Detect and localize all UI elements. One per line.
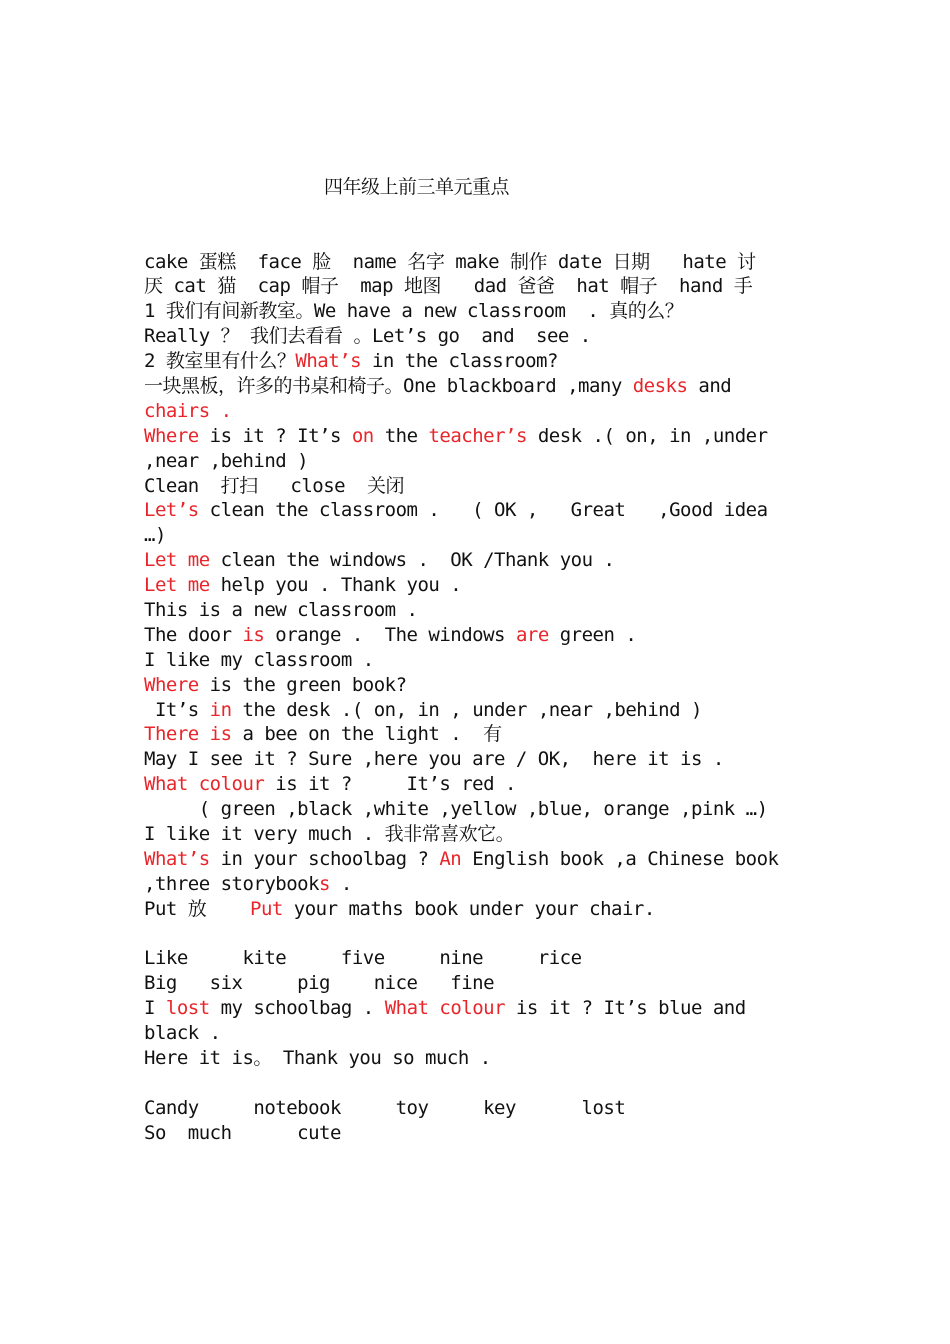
- text-segment: It’s: [144, 698, 210, 721]
- text-segment: clean the classroom . ( OK , Great ,Good idea: [198, 499, 768, 522]
- text-segment: English book ,a Chinese book: [461, 847, 779, 870]
- text-line: [144, 847, 814, 872]
- blank-line: [144, 922, 814, 947]
- page-title: 四年级上前三单元重点: [324, 175, 510, 198]
- document-body: [144, 250, 814, 1146]
- text-segment: is it ? It’s: [198, 424, 352, 447]
- text-line: [144, 523, 814, 548]
- text-segment: Put 放: [144, 897, 251, 920]
- text-line: [144, 349, 814, 374]
- text-line: [144, 1046, 814, 1071]
- highlighted-text: Let’s: [144, 499, 199, 522]
- text-segment: and: [687, 374, 732, 397]
- text-line: [144, 548, 814, 573]
- text-segment: the: [373, 424, 429, 447]
- highlighted-text: Where: [144, 673, 199, 696]
- text-line: [144, 797, 814, 822]
- text-segment: green .: [548, 623, 637, 646]
- highlighted-text: An: [439, 847, 462, 870]
- text-line: [144, 648, 814, 673]
- text-segment: desk .( on, in ,under: [526, 424, 768, 447]
- text-line: [144, 299, 814, 324]
- document-page: [144, 125, 814, 1170]
- text-segment: black .: [144, 1022, 221, 1045]
- text-segment: is the green book?: [198, 673, 407, 696]
- text-segment: Big six pig nice fine: [144, 972, 495, 995]
- text-segment: …): [144, 524, 166, 547]
- text-segment: The door: [144, 623, 243, 646]
- text-line: [144, 698, 814, 723]
- text-line: [144, 673, 814, 698]
- highlighted-text: Put: [250, 897, 283, 920]
- highlighted-text: in: [209, 698, 232, 721]
- text-line: [144, 498, 814, 523]
- text-line: [144, 1021, 814, 1046]
- highlighted-text: There is: [144, 723, 232, 746]
- text-line: [144, 872, 814, 897]
- text-segment: a bee on the light . 有: [231, 723, 502, 746]
- blank-line: [144, 1071, 814, 1096]
- highlighted-text: Where: [144, 424, 199, 447]
- text-line: [144, 971, 814, 996]
- text-segment: 2 教室里有什么？: [144, 350, 296, 373]
- text-line: [144, 374, 814, 399]
- text-segment: ,three storybook: [144, 872, 320, 895]
- text-segment: Really ？ 我们去看看 。Let’s go and see .: [144, 325, 591, 348]
- highlighted-text: are: [515, 623, 549, 646]
- text-line: [144, 573, 814, 598]
- highlighted-text: What’s: [144, 847, 210, 870]
- highlighted-text: What colour: [144, 773, 265, 796]
- text-segment: clean the windows . OK /Thank you .: [209, 549, 615, 572]
- text-segment: 1 我们有间新教室。We have a new classroom . 真的么？: [144, 300, 684, 323]
- text-segment: in your schoolbag ?: [209, 847, 440, 870]
- highlighted-text: lost: [165, 997, 210, 1020]
- text-segment: cake 蛋糕 face 脸 name 名字 make 制作 date 日期 hate 讨: [144, 250, 756, 273]
- text-segment: Candy notebook toy key lost: [144, 1096, 626, 1119]
- text-segment: This is a new classroom .: [144, 598, 418, 621]
- text-segment: So much cute: [144, 1121, 341, 1144]
- text-segment: my schoolbag .: [209, 997, 385, 1020]
- highlighted-text: desks: [632, 374, 688, 397]
- text-segment: Here it is。 Thank you so much .: [144, 1047, 491, 1070]
- text-line: [144, 1121, 814, 1146]
- text-segment: in the classroom?: [361, 350, 558, 373]
- text-line: [144, 822, 814, 847]
- text-line: [144, 598, 814, 623]
- text-line: [144, 274, 814, 299]
- text-line: [144, 623, 814, 648]
- highlighted-text: What colour: [384, 997, 506, 1020]
- highlighted-text: teacher’s: [428, 424, 527, 447]
- text-line: [144, 1096, 814, 1121]
- text-segment: .: [329, 872, 352, 895]
- text-segment: orange . The windows: [264, 623, 516, 646]
- text-segment: 一块黑板，许多的书桌和椅子。One blackboard ,many: [144, 374, 633, 397]
- text-line: [144, 449, 814, 474]
- text-segment: is it ? It’s red .: [264, 773, 516, 796]
- text-segment: the desk .( on, in , under ,near ,behind ): [231, 698, 702, 721]
- text-line: [144, 399, 814, 424]
- text-line: [144, 946, 814, 971]
- text-segment: Clean 打扫 close 关闭: [144, 474, 404, 497]
- highlighted-text: Let me: [144, 549, 210, 572]
- text-line: [144, 996, 814, 1021]
- highlighted-text: on: [351, 424, 374, 447]
- text-segment: I: [144, 997, 166, 1020]
- text-line: [144, 474, 814, 499]
- text-segment: 厌 cat 猫 cap 帽子 map 地图 dad 爸爸 hat 帽子 hand 手: [144, 275, 753, 298]
- text-segment: ,near ,behind ): [144, 449, 309, 472]
- text-segment: May I see it ? Sure ,here you are / OK, here it is .: [144, 748, 724, 771]
- text-line: [144, 772, 814, 797]
- text-line: [144, 424, 814, 449]
- highlighted-text: What’s: [295, 350, 362, 373]
- highlighted-text: chairs .: [144, 399, 232, 422]
- text-segment: your maths book under your chair.: [282, 897, 655, 920]
- text-segment: I like it very much . 我非常喜欢它。: [144, 823, 515, 845]
- text-line: [144, 722, 814, 747]
- highlighted-text: s: [319, 872, 330, 895]
- text-line: [144, 324, 814, 349]
- text-segment: Like kite five nine rice: [144, 947, 582, 970]
- text-segment: help you . Thank you .: [209, 574, 462, 597]
- text-segment: ( green ,black ,white ,yellow ,blue, orange ,pink …): [144, 798, 768, 821]
- text-line: [144, 250, 814, 275]
- text-segment: I like my classroom .: [144, 648, 374, 671]
- text-line: [144, 747, 814, 772]
- highlighted-text: is: [242, 623, 265, 646]
- text-segment: is it ? It’s blue and: [505, 997, 746, 1020]
- highlighted-text: Let me: [144, 574, 210, 597]
- text-line: [144, 897, 814, 922]
